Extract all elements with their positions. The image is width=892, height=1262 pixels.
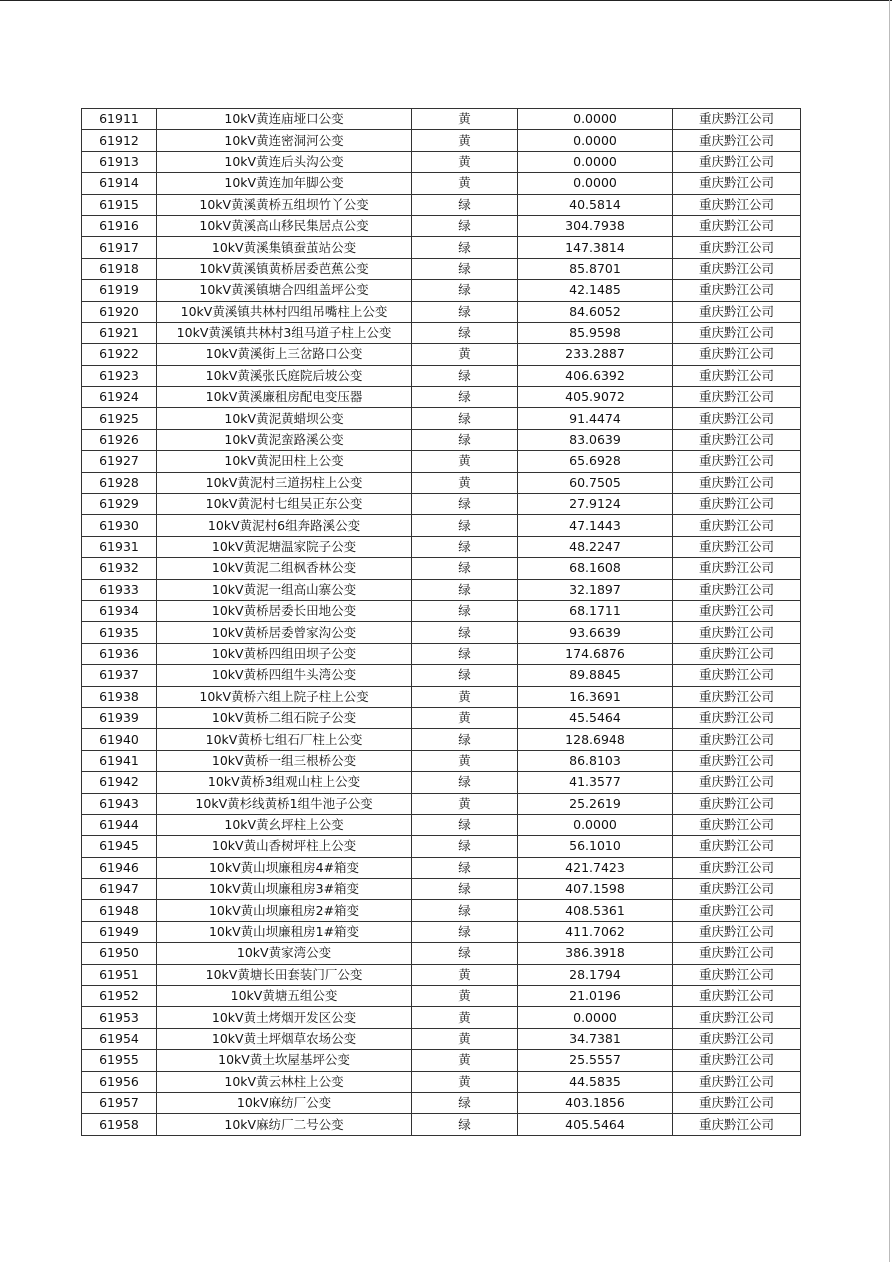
table-row [82, 173, 801, 194]
table-row [82, 900, 801, 921]
row-company-cell: 重庆黔江公司 [673, 1028, 801, 1049]
row-name-cell: 10kV黄桥四组牛头湾公变 [157, 665, 412, 686]
row-company-cell: 重庆黔江公司 [673, 365, 801, 386]
row-status-cell: 黄 [412, 707, 518, 728]
row-value-cell: 84.6052 [518, 301, 673, 322]
row-id-cell: 61916 [82, 215, 157, 236]
row-value-cell: 44.5835 [518, 1071, 673, 1092]
table-row [82, 258, 801, 279]
row-id-cell: 61912 [82, 130, 157, 151]
row-value-cell: 21.0196 [518, 986, 673, 1007]
row-status-cell: 绿 [412, 814, 518, 835]
row-status-cell: 黄 [412, 344, 518, 365]
row-value-cell: 233.2887 [518, 344, 673, 365]
row-company-cell: 重庆黔江公司 [673, 921, 801, 942]
row-value-cell: 0.0000 [518, 130, 673, 151]
row-company-cell: 重庆黔江公司 [673, 173, 801, 194]
table-row [82, 793, 801, 814]
row-status-cell: 绿 [412, 729, 518, 750]
row-company-cell: 重庆黔江公司 [673, 836, 801, 857]
row-name-cell: 10kV黄塘长田套装门厂公变 [157, 964, 412, 985]
row-company-cell: 重庆黔江公司 [673, 301, 801, 322]
row-status-cell: 绿 [412, 494, 518, 515]
row-value-cell: 147.3814 [518, 237, 673, 258]
table-row [82, 109, 801, 130]
table-body [82, 109, 801, 1136]
row-id-cell: 61928 [82, 472, 157, 493]
table-row [82, 986, 801, 1007]
row-status-cell: 绿 [412, 643, 518, 664]
row-value-cell: 40.5814 [518, 194, 673, 215]
row-status-cell: 黄 [412, 472, 518, 493]
table-row [82, 515, 801, 536]
row-id-cell: 61922 [82, 344, 157, 365]
row-company-cell: 重庆黔江公司 [673, 109, 801, 130]
row-company-cell: 重庆黔江公司 [673, 1092, 801, 1113]
row-id-cell: 61914 [82, 173, 157, 194]
row-company-cell: 重庆黔江公司 [673, 1071, 801, 1092]
row-company-cell: 重庆黔江公司 [673, 280, 801, 301]
row-value-cell: 411.7062 [518, 921, 673, 942]
row-status-cell: 绿 [412, 258, 518, 279]
table-row [82, 344, 801, 365]
row-company-cell: 重庆黔江公司 [673, 686, 801, 707]
table-row [82, 943, 801, 964]
row-status-cell: 绿 [412, 900, 518, 921]
row-company-cell: 重庆黔江公司 [673, 429, 801, 450]
row-status-cell: 绿 [412, 579, 518, 600]
row-value-cell: 0.0000 [518, 814, 673, 835]
row-company-cell: 重庆黔江公司 [673, 494, 801, 515]
row-id-cell: 61918 [82, 258, 157, 279]
table-row [82, 151, 801, 172]
row-name-cell: 10kV黄溪镇塘合四组盖坪公变 [157, 280, 412, 301]
row-company-cell: 重庆黔江公司 [673, 558, 801, 579]
row-status-cell: 绿 [412, 429, 518, 450]
table-row [82, 772, 801, 793]
row-id-cell: 61923 [82, 365, 157, 386]
row-company-cell: 重庆黔江公司 [673, 536, 801, 557]
row-name-cell: 10kV黄塘五组公变 [157, 986, 412, 1007]
table-row [82, 665, 801, 686]
row-name-cell: 10kV黄家湾公变 [157, 943, 412, 964]
row-value-cell: 85.8701 [518, 258, 673, 279]
row-status-cell: 绿 [412, 921, 518, 942]
row-name-cell: 10kV黄溪镇黄桥居委芭蕉公变 [157, 258, 412, 279]
row-value-cell: 403.1856 [518, 1092, 673, 1113]
row-value-cell: 386.3918 [518, 943, 673, 964]
row-value-cell: 0.0000 [518, 151, 673, 172]
row-name-cell: 10kV黄桥居委曾家沟公变 [157, 622, 412, 643]
table-row [82, 600, 801, 621]
row-status-cell: 绿 [412, 322, 518, 343]
row-value-cell: 408.5361 [518, 900, 673, 921]
row-company-cell: 重庆黔江公司 [673, 215, 801, 236]
table-row [82, 365, 801, 386]
row-name-cell: 10kV黄桥四组田坝子公变 [157, 643, 412, 664]
row-status-cell: 黄 [412, 793, 518, 814]
row-id-cell: 61936 [82, 643, 157, 664]
row-id-cell: 61917 [82, 237, 157, 258]
table-row [82, 322, 801, 343]
row-name-cell: 10kV黄溪高山移民集居点公变 [157, 215, 412, 236]
row-name-cell: 10kV黄山香树坪柱上公变 [157, 836, 412, 857]
table-row [82, 579, 801, 600]
row-value-cell: 406.6392 [518, 365, 673, 386]
table-row [82, 836, 801, 857]
row-company-cell: 重庆黔江公司 [673, 879, 801, 900]
table-row [82, 1028, 801, 1049]
row-name-cell: 10kV麻纺厂公变 [157, 1092, 412, 1113]
row-status-cell: 绿 [412, 879, 518, 900]
row-name-cell: 10kV黄泥黄蜡坝公变 [157, 408, 412, 429]
row-company-cell: 重庆黔江公司 [673, 322, 801, 343]
row-value-cell: 83.0639 [518, 429, 673, 450]
row-status-cell: 绿 [412, 387, 518, 408]
row-id-cell: 61957 [82, 1092, 157, 1113]
row-value-cell: 174.6876 [518, 643, 673, 664]
row-id-cell: 61937 [82, 665, 157, 686]
row-status-cell: 黄 [412, 130, 518, 151]
row-value-cell: 93.6639 [518, 622, 673, 643]
row-status-cell: 绿 [412, 365, 518, 386]
row-value-cell: 304.7938 [518, 215, 673, 236]
row-company-cell: 重庆黔江公司 [673, 814, 801, 835]
row-id-cell: 61952 [82, 986, 157, 1007]
row-status-cell: 绿 [412, 622, 518, 643]
table-row [82, 1050, 801, 1071]
row-name-cell: 10kV黄连后头沟公变 [157, 151, 412, 172]
row-value-cell: 85.9598 [518, 322, 673, 343]
row-name-cell: 10kV黄溪廉租房配电变压器 [157, 387, 412, 408]
row-company-cell: 重庆黔江公司 [673, 151, 801, 172]
row-company-cell: 重庆黔江公司 [673, 1007, 801, 1028]
row-status-cell: 绿 [412, 536, 518, 557]
row-name-cell: 10kV黄桥3组观山柱上公变 [157, 772, 412, 793]
row-status-cell: 绿 [412, 1092, 518, 1113]
row-status-cell: 绿 [412, 280, 518, 301]
row-id-cell: 61938 [82, 686, 157, 707]
row-id-cell: 61930 [82, 515, 157, 536]
row-status-cell: 绿 [412, 665, 518, 686]
row-value-cell: 16.3691 [518, 686, 673, 707]
row-id-cell: 61921 [82, 322, 157, 343]
row-status-cell: 黄 [412, 750, 518, 771]
row-id-cell: 61927 [82, 451, 157, 472]
row-company-cell: 重庆黔江公司 [673, 622, 801, 643]
row-value-cell: 56.1010 [518, 836, 673, 857]
row-value-cell: 68.1608 [518, 558, 673, 579]
row-name-cell: 10kV黄连加年脚公变 [157, 173, 412, 194]
row-name-cell: 10kV黄溪张氏庭院后坡公变 [157, 365, 412, 386]
row-status-cell: 绿 [412, 772, 518, 793]
row-company-cell: 重庆黔江公司 [673, 451, 801, 472]
table-row [82, 558, 801, 579]
row-status-cell: 绿 [412, 857, 518, 878]
row-value-cell: 0.0000 [518, 173, 673, 194]
top-rule [0, 0, 892, 1]
table-row [82, 964, 801, 985]
row-value-cell: 25.5557 [518, 1050, 673, 1071]
row-company-cell: 重庆黔江公司 [673, 387, 801, 408]
row-status-cell: 绿 [412, 515, 518, 536]
table-row [82, 1114, 801, 1135]
row-name-cell: 10kV黄山坝廉租房2#箱变 [157, 900, 412, 921]
row-status-cell: 黄 [412, 964, 518, 985]
row-name-cell: 10kV黄溪黄桥五组坝竹丫公变 [157, 194, 412, 215]
row-name-cell: 10kV黄幺坪柱上公变 [157, 814, 412, 835]
table-row [82, 707, 801, 728]
row-name-cell: 10kV黄连密洞河公变 [157, 130, 412, 151]
row-name-cell: 10kV黄溪镇共林村四组吊嘴柱上公变 [157, 301, 412, 322]
row-company-cell: 重庆黔江公司 [673, 579, 801, 600]
table-row [82, 1007, 801, 1028]
row-id-cell: 61925 [82, 408, 157, 429]
row-status-cell: 黄 [412, 173, 518, 194]
row-company-cell: 重庆黔江公司 [673, 130, 801, 151]
row-name-cell: 10kV黄泥二组枫香林公变 [157, 558, 412, 579]
row-id-cell: 61931 [82, 536, 157, 557]
row-id-cell: 61951 [82, 964, 157, 985]
row-value-cell: 27.9124 [518, 494, 673, 515]
row-id-cell: 61935 [82, 622, 157, 643]
row-id-cell: 61941 [82, 750, 157, 771]
row-company-cell: 重庆黔江公司 [673, 408, 801, 429]
row-company-cell: 重庆黔江公司 [673, 900, 801, 921]
table-row [82, 622, 801, 643]
row-name-cell: 10kV黄杉线黄桥1组牛池子公变 [157, 793, 412, 814]
row-id-cell: 61915 [82, 194, 157, 215]
row-id-cell: 61929 [82, 494, 157, 515]
row-value-cell: 405.9072 [518, 387, 673, 408]
row-id-cell: 61947 [82, 879, 157, 900]
row-id-cell: 61956 [82, 1071, 157, 1092]
row-id-cell: 61919 [82, 280, 157, 301]
row-status-cell: 绿 [412, 194, 518, 215]
row-id-cell: 61958 [82, 1114, 157, 1135]
row-value-cell: 91.4474 [518, 408, 673, 429]
row-id-cell: 61948 [82, 900, 157, 921]
row-company-cell: 重庆黔江公司 [673, 237, 801, 258]
row-status-cell: 黄 [412, 109, 518, 130]
row-status-cell: 黄 [412, 1050, 518, 1071]
row-company-cell: 重庆黔江公司 [673, 964, 801, 985]
row-name-cell: 10kV黄泥田柱上公变 [157, 451, 412, 472]
row-id-cell: 61950 [82, 943, 157, 964]
row-name-cell: 10kV黄山坝廉租房1#箱变 [157, 921, 412, 942]
table-row [82, 643, 801, 664]
row-status-cell: 绿 [412, 408, 518, 429]
row-company-cell: 重庆黔江公司 [673, 1050, 801, 1071]
row-name-cell: 10kV黄溪镇共林村3组马道子柱上公变 [157, 322, 412, 343]
row-id-cell: 61926 [82, 429, 157, 450]
table-row [82, 1092, 801, 1113]
row-value-cell: 0.0000 [518, 1007, 673, 1028]
table-row [82, 194, 801, 215]
row-status-cell: 绿 [412, 943, 518, 964]
row-status-cell: 绿 [412, 600, 518, 621]
table-row [82, 921, 801, 942]
row-name-cell: 10kV黄泥塘温家院子公变 [157, 536, 412, 557]
row-company-cell: 重庆黔江公司 [673, 729, 801, 750]
row-value-cell: 128.6948 [518, 729, 673, 750]
table-row [82, 814, 801, 835]
row-status-cell: 绿 [412, 301, 518, 322]
row-name-cell: 10kV黄溪街上三岔路口公变 [157, 344, 412, 365]
row-name-cell: 10kV黄山坝廉租房3#箱变 [157, 879, 412, 900]
row-id-cell: 61939 [82, 707, 157, 728]
row-name-cell: 10kV麻纺厂二号公变 [157, 1114, 412, 1135]
row-company-cell: 重庆黔江公司 [673, 986, 801, 1007]
table-row [82, 729, 801, 750]
row-value-cell: 89.8845 [518, 665, 673, 686]
right-rule [889, 0, 890, 1262]
row-id-cell: 61943 [82, 793, 157, 814]
row-company-cell: 重庆黔江公司 [673, 1114, 801, 1135]
row-id-cell: 61949 [82, 921, 157, 942]
row-name-cell: 10kV黄土坪烟草农场公变 [157, 1028, 412, 1049]
row-status-cell: 黄 [412, 151, 518, 172]
row-company-cell: 重庆黔江公司 [673, 643, 801, 664]
row-company-cell: 重庆黔江公司 [673, 515, 801, 536]
table-row [82, 536, 801, 557]
row-value-cell: 45.5464 [518, 707, 673, 728]
row-value-cell: 34.7381 [518, 1028, 673, 1049]
row-value-cell: 68.1711 [518, 600, 673, 621]
row-id-cell: 61942 [82, 772, 157, 793]
row-status-cell: 黄 [412, 1071, 518, 1092]
row-value-cell: 407.1598 [518, 879, 673, 900]
row-name-cell: 10kV黄泥村6组奔路溪公变 [157, 515, 412, 536]
table-row [82, 215, 801, 236]
row-value-cell: 0.0000 [518, 109, 673, 130]
row-company-cell: 重庆黔江公司 [673, 793, 801, 814]
row-status-cell: 绿 [412, 215, 518, 236]
row-id-cell: 61954 [82, 1028, 157, 1049]
table-row [82, 387, 801, 408]
row-value-cell: 421.7423 [518, 857, 673, 878]
row-name-cell: 10kV黄桥一组三根桥公变 [157, 750, 412, 771]
row-id-cell: 61944 [82, 814, 157, 835]
row-value-cell: 60.7505 [518, 472, 673, 493]
row-id-cell: 61953 [82, 1007, 157, 1028]
row-name-cell: 10kV黄土坎屋基坪公变 [157, 1050, 412, 1071]
row-value-cell: 86.8103 [518, 750, 673, 771]
row-company-cell: 重庆黔江公司 [673, 472, 801, 493]
row-name-cell: 10kV黄山坝廉租房4#箱变 [157, 857, 412, 878]
row-status-cell: 黄 [412, 686, 518, 707]
row-value-cell: 28.1794 [518, 964, 673, 985]
table-row [82, 1071, 801, 1092]
row-value-cell: 47.1443 [518, 515, 673, 536]
row-name-cell: 10kV黄桥六组上院子柱上公变 [157, 686, 412, 707]
row-status-cell: 黄 [412, 986, 518, 1007]
row-company-cell: 重庆黔江公司 [673, 772, 801, 793]
row-status-cell: 黄 [412, 451, 518, 472]
row-status-cell: 绿 [412, 237, 518, 258]
row-company-cell: 重庆黔江公司 [673, 857, 801, 878]
row-value-cell: 48.2247 [518, 536, 673, 557]
table-row [82, 750, 801, 771]
table-row [82, 879, 801, 900]
row-status-cell: 黄 [412, 1028, 518, 1049]
row-status-cell: 绿 [412, 836, 518, 857]
row-id-cell: 61955 [82, 1050, 157, 1071]
row-name-cell: 10kV黄连庙垭口公变 [157, 109, 412, 130]
row-id-cell: 61932 [82, 558, 157, 579]
row-name-cell: 10kV黄桥七组石厂柱上公变 [157, 729, 412, 750]
row-id-cell: 61946 [82, 857, 157, 878]
table-row [82, 237, 801, 258]
row-value-cell: 42.1485 [518, 280, 673, 301]
row-value-cell: 65.6928 [518, 451, 673, 472]
row-company-cell: 重庆黔江公司 [673, 194, 801, 215]
data-table [81, 108, 801, 1136]
table-row [82, 301, 801, 322]
row-company-cell: 重庆黔江公司 [673, 665, 801, 686]
row-id-cell: 61940 [82, 729, 157, 750]
row-name-cell: 10kV黄云林柱上公变 [157, 1071, 412, 1092]
row-name-cell: 10kV黄溪集镇蚕茧站公变 [157, 237, 412, 258]
row-value-cell: 32.1897 [518, 579, 673, 600]
row-id-cell: 61920 [82, 301, 157, 322]
row-company-cell: 重庆黔江公司 [673, 707, 801, 728]
table-row [82, 857, 801, 878]
row-company-cell: 重庆黔江公司 [673, 600, 801, 621]
row-name-cell: 10kV黄桥居委长田地公变 [157, 600, 412, 621]
table-row [82, 130, 801, 151]
table-row [82, 408, 801, 429]
row-name-cell: 10kV黄泥村七组吴正东公变 [157, 494, 412, 515]
row-name-cell: 10kV黄桥二组石院子公变 [157, 707, 412, 728]
row-name-cell: 10kV黄土烤烟开发区公变 [157, 1007, 412, 1028]
row-value-cell: 405.5464 [518, 1114, 673, 1135]
row-status-cell: 黄 [412, 1007, 518, 1028]
table-row [82, 686, 801, 707]
table-row [82, 280, 801, 301]
table-row [82, 494, 801, 515]
table-row [82, 451, 801, 472]
row-id-cell: 61911 [82, 109, 157, 130]
row-id-cell: 61924 [82, 387, 157, 408]
row-company-cell: 重庆黔江公司 [673, 258, 801, 279]
row-name-cell: 10kV黄泥蛮路溪公变 [157, 429, 412, 450]
row-id-cell: 61933 [82, 579, 157, 600]
row-company-cell: 重庆黔江公司 [673, 750, 801, 771]
row-id-cell: 61945 [82, 836, 157, 857]
row-company-cell: 重庆黔江公司 [673, 344, 801, 365]
row-company-cell: 重庆黔江公司 [673, 943, 801, 964]
table-row [82, 429, 801, 450]
row-id-cell: 61913 [82, 151, 157, 172]
row-id-cell: 61934 [82, 600, 157, 621]
row-value-cell: 41.3577 [518, 772, 673, 793]
table-row [82, 472, 801, 493]
row-name-cell: 10kV黄泥村三道拐柱上公变 [157, 472, 412, 493]
row-value-cell: 25.2619 [518, 793, 673, 814]
row-status-cell: 绿 [412, 558, 518, 579]
row-name-cell: 10kV黄泥一组高山寨公变 [157, 579, 412, 600]
row-status-cell: 绿 [412, 1114, 518, 1135]
